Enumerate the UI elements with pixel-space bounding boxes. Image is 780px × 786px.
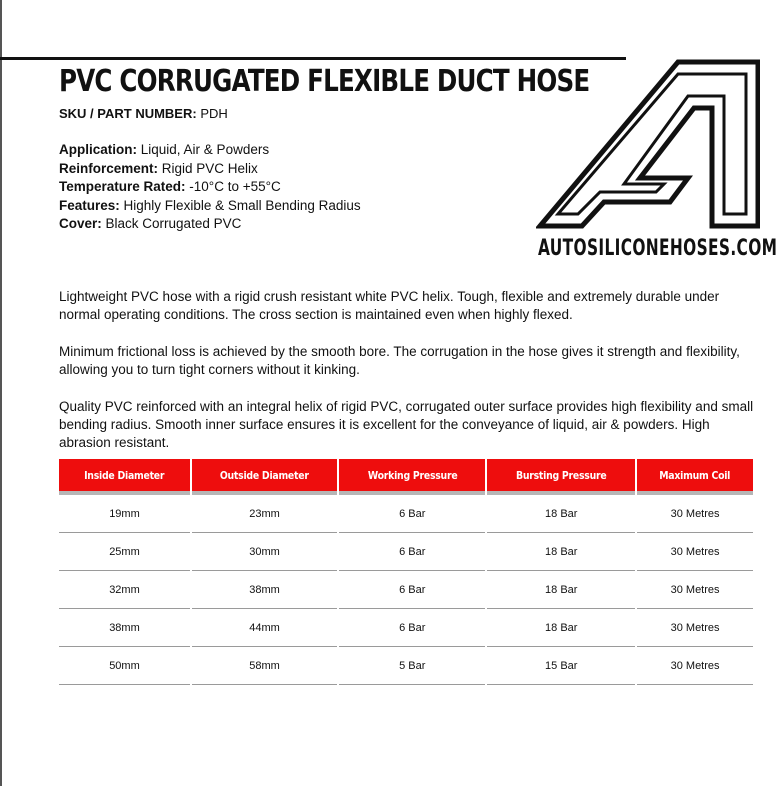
table-cell: 58mm — [192, 647, 337, 685]
spec-label: Reinforcement: — [59, 160, 159, 176]
table-row — [59, 609, 753, 647]
table-cell: 18 Bar — [487, 571, 635, 609]
description-paragraph: Lightweight PVC hose with a rigid crush resistant white PVC helix. Tough, flexible and extremely durable under normal operating conditions. The cross section is maintained even when highly flexed. — [59, 289, 720, 322]
table-cell: 15 Bar — [487, 647, 635, 685]
table-cell: 38mm — [192, 571, 337, 609]
spec-item — [59, 178, 361, 197]
column-header: Inside Diameter — [59, 459, 190, 495]
description-paragraph: Quality PVC reinforced with an integral helix of rigid PVC, corrugated outer surface provides high flexibility and small bending radius. Smooth inner surface ensures it is excellent for the conveyance of liquid, air & powders. High abrasion resistant. — [59, 399, 754, 450]
spec-value: Highly Flexible & Small Bending Radius — [123, 197, 361, 213]
table-cell: 30 Metres — [637, 495, 753, 533]
column-header: Working Pressure — [339, 459, 485, 495]
spec-value: Black Corrugated PVC — [105, 216, 242, 231]
table-cell: 32mm — [59, 571, 190, 609]
table-row — [59, 533, 753, 571]
sku-line — [59, 106, 228, 121]
table-cell: 6 Bar — [339, 533, 485, 571]
table-cell: 30 Metres — [637, 571, 753, 609]
table-cell: 6 Bar — [339, 609, 485, 647]
table-row — [59, 495, 753, 533]
table-cell: 23mm — [192, 495, 337, 533]
spec-label: Features: — [59, 197, 120, 213]
table-cell: 6 Bar — [339, 495, 485, 533]
table-cell: 50mm — [59, 647, 190, 685]
column-header: Bursting Pressure — [487, 459, 635, 495]
spec-label: Cover: — [59, 216, 102, 231]
table-cell: 30 Metres — [637, 647, 753, 685]
column-header: Maximum Coil — [637, 459, 753, 495]
table-row — [59, 571, 753, 609]
spec-item — [59, 160, 361, 179]
table-cell: 5 Bar — [339, 647, 485, 685]
brand-website: AUTOSILICONEHOSES.COM — [538, 236, 778, 261]
table-cell: 38mm — [59, 609, 190, 647]
page-title: PVC CORRUGATED FLEXIBLE DUCT HOSE — [59, 64, 590, 99]
spec-label: Temperature Rated: — [59, 179, 186, 194]
spec-list — [59, 141, 361, 234]
table-cell: 30 Metres — [637, 533, 753, 571]
sku-value: PDH — [200, 106, 228, 121]
spec-value: Rigid PVC Helix — [161, 160, 258, 176]
table-cell: 25mm — [59, 533, 190, 571]
table-cell: 18 Bar — [487, 609, 635, 647]
spec-label: Application: — [59, 142, 137, 157]
spec-item — [59, 215, 361, 234]
spec-item — [59, 141, 361, 160]
table-cell: 18 Bar — [487, 495, 635, 533]
brand-logo-icon — [536, 56, 760, 232]
table-cell: 18 Bar — [487, 533, 635, 571]
column-header: Outside Diameter — [192, 459, 337, 495]
table-row — [59, 647, 753, 685]
description-paragraph: Minimum frictional loss is achieved by the smooth bore. The corrugation in the hose gives it strength and flexibility, allowing you to turn tight corners without it kinking. — [59, 344, 740, 377]
sku-label: SKU / PART NUMBER: — [59, 106, 197, 121]
table-cell: 44mm — [192, 609, 337, 647]
title-rule — [0, 57, 626, 60]
spec-value: -10°C to +55°C — [189, 179, 281, 194]
spec-value: Liquid, Air & Powders — [140, 142, 270, 157]
table-header-row — [59, 459, 753, 495]
table-cell: 6 Bar — [339, 571, 485, 609]
spec-item — [59, 197, 361, 216]
table-cell: 19mm — [59, 495, 190, 533]
left-border — [0, 0, 2, 786]
table-cell: 30mm — [192, 533, 337, 571]
table-cell: 30 Metres — [637, 609, 753, 647]
spec-table — [57, 459, 755, 685]
